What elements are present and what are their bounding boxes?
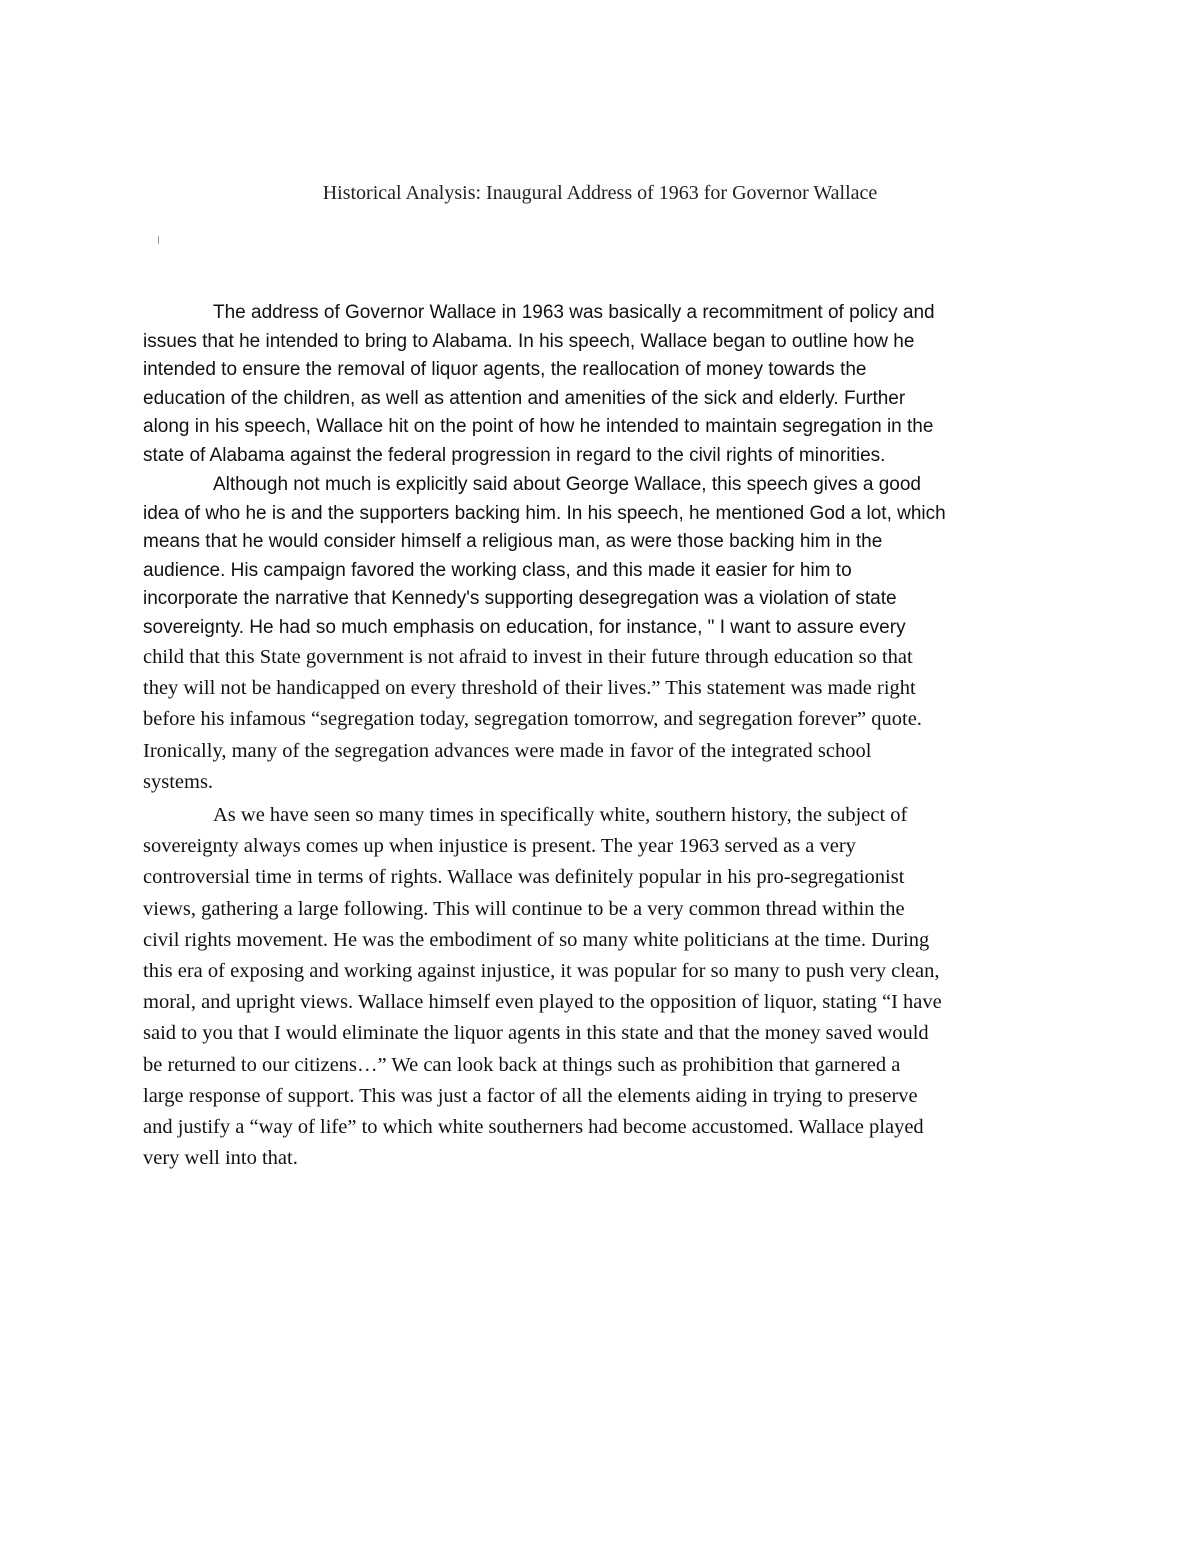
paragraph-line: very well into that. [143, 1147, 298, 1170]
paragraph-line: Ironically, many of the segregation advances were made in favor of the integrated school [143, 739, 872, 762]
paragraph-line: intended to ensure the removal of liquor agents, the reallocation of money towards the [143, 359, 867, 380]
paragraph-line: views, gathering a large following. This will continue to be a very common thread within the [143, 897, 905, 920]
paragraph-line: issues that he intended to bring to Alabama. In his speech, Wallace began to outline how he [143, 330, 915, 352]
paragraph-1 [143, 299, 1063, 470]
paragraph-3 [143, 800, 1063, 1174]
paragraph-line: idea of who he is and the supporters backing him. In his speech, he mentioned God a lot, which [143, 502, 946, 524]
paragraph-line: As we have seen so many times in specifically white, southern history, the subject of [213, 804, 908, 826]
paragraph-line: systems. [143, 770, 214, 793]
document-title: Historical Analysis: Inaugural Address of 1963 for Governor Wallace [322, 182, 878, 204]
paragraph-2 [143, 471, 1063, 798]
paragraph-line: moral, and upright views. Wallace himself even played to the opposition of liquor, stating “I have [143, 991, 942, 1014]
paragraph-line: child that this State government is not afraid to invest in their future through education so that [143, 646, 913, 668]
cursor-mark [158, 236, 159, 244]
paragraph-line: The address of Governor Wallace in 1963 was basically a recommitment of policy and [213, 302, 935, 323]
paragraph-line: sovereignty always comes up when injustice is present. The year 1963 served as a very [143, 835, 856, 858]
paragraph-line: education of the children, as well as attention and amenities of the sick and elderly. Further [143, 387, 906, 409]
paragraph-line: before his infamous “segregation today, segregation tomorrow, and segregation forever” quote. [143, 708, 922, 731]
paragraph-line: this era of exposing and working against injustice, it was popular for so many to push very clean, [143, 960, 940, 983]
paragraph-line: means that he would consider himself a religious man, as were those backing him in the [143, 531, 883, 552]
paragraph-line: large response of support. This was just a factor of all the elements aiding in trying to preserve [143, 1084, 918, 1107]
paragraph-line: controversial time in terms of rights. Wallace was definitely popular in his pro-segregationist [143, 866, 905, 889]
paragraph-line: they will not be handicapped on every threshold of their lives.” This statement was made right [143, 677, 916, 700]
paragraph-line: audience. His campaign favored the working class, and this made it easier for him to [143, 559, 852, 581]
paragraph-line: along in his speech, Wallace hit on the point of how he intended to maintain segregation in the [143, 416, 934, 437]
paragraph-line: incorporate the narrative that Kennedy's supporting desegregation was a violation of state [143, 588, 897, 609]
paragraph-line: Although not much is explicitly said about George Wallace, this speech gives a good [213, 474, 921, 495]
paragraph-line: said to you that I would eliminate the liquor agents in this state and that the money saved would [143, 1022, 929, 1045]
paragraph-line: be returned to our citizens…” We can look back at things such as prohibition that garnered a [143, 1053, 901, 1076]
paragraph-line: state of Alabama against the federal progression in regard to the civil rights of minorities. [143, 444, 886, 466]
paragraph-line: civil rights movement. He was the embodiment of so many white politicians at the time. During [143, 928, 930, 951]
paragraph-line: sovereignty. He had so much emphasis on education, for instance, " I want to assure every [143, 616, 906, 638]
paragraph-line: and justify a “way of life” to which white southerners had become accustomed. Wallace played [143, 1116, 924, 1139]
